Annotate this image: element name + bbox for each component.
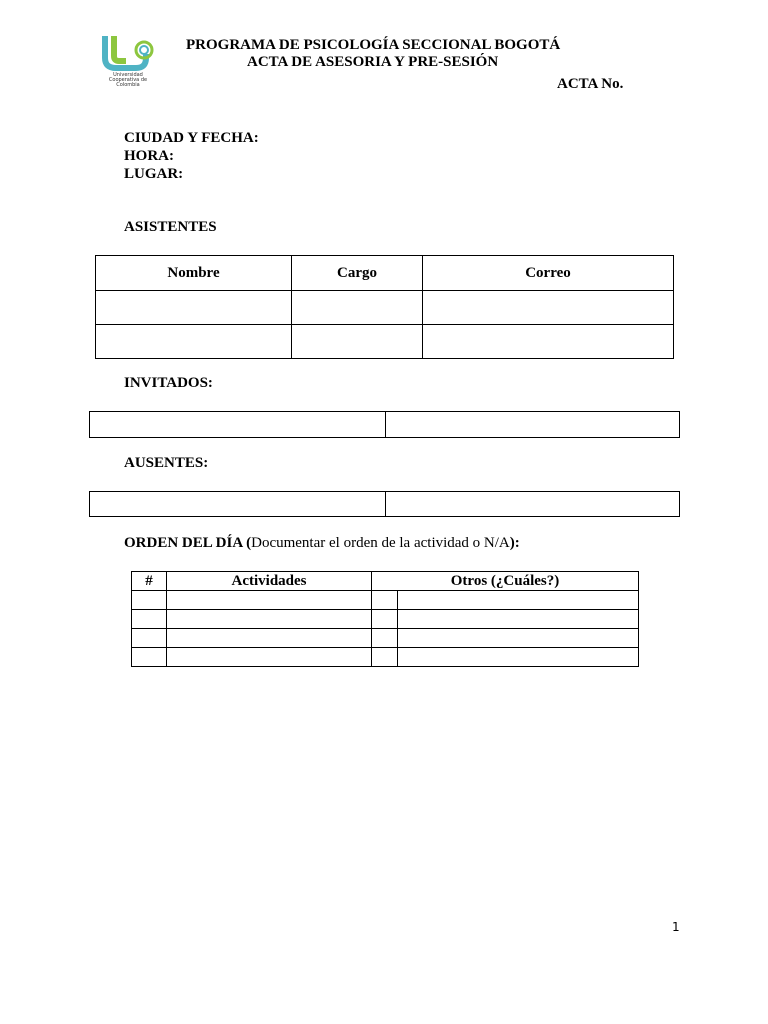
header-subtitle: ACTA DE ASESORIA Y PRE-SESIÓN: [247, 54, 499, 70]
table-cell[interactable]: [372, 648, 398, 667]
table-cell[interactable]: [96, 325, 292, 359]
column-header-name: Nombre: [96, 256, 292, 291]
absentees-title: AUSENTES:: [124, 455, 209, 471]
city-date-label: CIUDAD Y FECHA:: [124, 130, 259, 146]
table-cell[interactable]: [372, 591, 398, 610]
place-label: LUGAR:: [124, 166, 184, 182]
university-logo: [98, 34, 158, 88]
table-cell[interactable]: [398, 610, 639, 629]
table-cell[interactable]: [292, 325, 423, 359]
table-cell[interactable]: [372, 629, 398, 648]
table-cell[interactable]: [398, 648, 639, 667]
agenda-title-end: ):: [509, 535, 520, 551]
guests-title: INVITADOS:: [124, 375, 213, 391]
table-cell[interactable]: [292, 291, 423, 325]
table-cell[interactable]: [398, 629, 639, 648]
table-cell[interactable]: [398, 591, 639, 610]
time-label: HORA:: [124, 148, 174, 164]
table-row: [132, 591, 639, 610]
agenda-title-bold: ORDEN DEL DÍA (: [124, 535, 252, 551]
absentees-table: [89, 491, 680, 517]
table-cell[interactable]: [372, 610, 398, 629]
table-header-row: [96, 256, 674, 291]
column-header-number: #: [132, 572, 167, 591]
table-cell[interactable]: [132, 629, 167, 648]
attendees-table: [95, 255, 674, 359]
column-header-email: Correo: [423, 256, 674, 291]
table-cell[interactable]: [167, 648, 372, 667]
table-cell[interactable]: [132, 610, 167, 629]
table-cell[interactable]: [90, 492, 386, 517]
table-row: [132, 629, 639, 648]
column-header-others: Otros (¿Cuáles?): [372, 572, 639, 591]
table-cell[interactable]: [386, 412, 680, 438]
table-row: [90, 492, 680, 517]
guests-table: [89, 411, 680, 438]
table-row: [90, 412, 680, 438]
table-cell[interactable]: [167, 610, 372, 629]
table-cell[interactable]: [132, 648, 167, 667]
header-title: PROGRAMA DE PSICOLOGÍA SECCIONAL BOGOTÁ: [186, 37, 561, 53]
table-cell[interactable]: [90, 412, 386, 438]
table-cell[interactable]: [132, 591, 167, 610]
agenda-title: [124, 535, 520, 552]
page-number: 1: [672, 920, 680, 934]
logo-text: Universidad Cooperativa de Colombia: [108, 72, 148, 88]
table-cell[interactable]: [167, 629, 372, 648]
column-header-activities: Actividades: [167, 572, 372, 591]
acta-number-label: ACTA No.: [557, 76, 624, 92]
table-cell[interactable]: [96, 291, 292, 325]
agenda-title-note: Documentar el orden de la actividad o N/A: [251, 535, 510, 551]
table-row: [96, 325, 674, 359]
table-row: [132, 648, 639, 667]
attendees-title: ASISTENTES: [124, 219, 217, 235]
table-header-row: [132, 572, 639, 591]
table-cell[interactable]: [423, 291, 674, 325]
agenda-table: [131, 571, 639, 667]
table-row: [132, 610, 639, 629]
table-cell[interactable]: [423, 325, 674, 359]
table-cell[interactable]: [167, 591, 372, 610]
column-header-role: Cargo: [292, 256, 423, 291]
table-row: [96, 291, 674, 325]
table-cell[interactable]: [386, 492, 680, 517]
